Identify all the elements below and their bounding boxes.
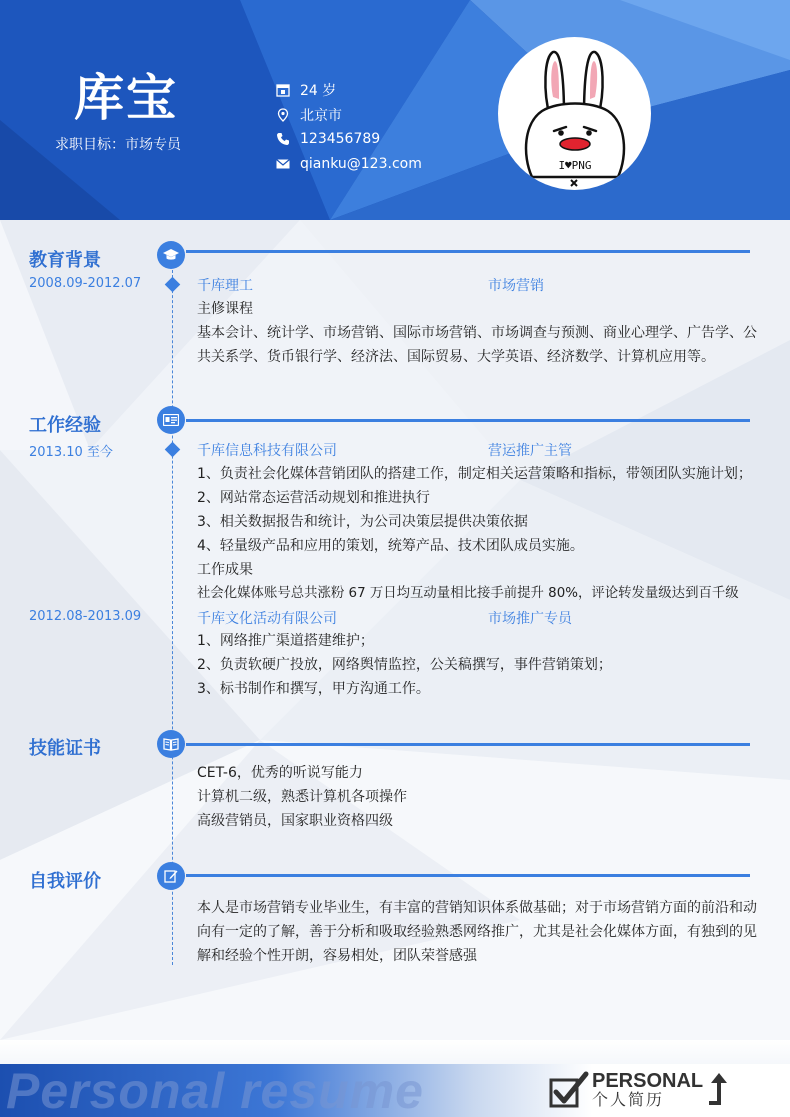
job-result-label: 工作成果 xyxy=(197,562,253,578)
education-major: 市场营销 xyxy=(488,278,544,294)
avatar-caption: I♥PNG xyxy=(558,159,592,172)
section-title-work: 工作经验 xyxy=(29,415,101,436)
courses-label: 主修课程 xyxy=(197,301,253,317)
footer-logo xyxy=(548,1068,729,1112)
section-title-self-eval: 自我评价 xyxy=(29,871,101,892)
id-card-icon xyxy=(157,406,185,434)
age-text: 24 岁 xyxy=(300,83,337,100)
section-rule xyxy=(186,419,750,422)
job-duty: 1、负责社会化媒体营销团队的搭建工作，制定相关运营策略和指标，带领团队实施计划； xyxy=(197,466,752,482)
section-rule xyxy=(186,743,750,746)
skill-item: 高级营销员，国家职业资格四级 xyxy=(197,813,393,829)
job-duty: 2、负责软硬广投放，网络舆情监控，公关稿撰写，事件营销策划； xyxy=(197,657,612,673)
avatar xyxy=(498,37,651,190)
footer-logo-en: PERSONAL xyxy=(592,1070,704,1092)
calendar-icon xyxy=(276,83,290,97)
contact-city xyxy=(276,103,422,128)
education-school: 千库理工 xyxy=(197,278,253,294)
resume-body xyxy=(0,220,790,1040)
job-company: 千库信息科技有限公司 xyxy=(197,443,337,459)
contact-phone xyxy=(276,127,422,152)
education-date: 2008.09-2012.07 xyxy=(29,276,142,291)
section-title-education: 教育背景 xyxy=(29,250,101,271)
candidate-name: 库宝 xyxy=(74,69,178,127)
bunny-mascot-icon xyxy=(498,37,651,190)
contact-age xyxy=(276,78,422,103)
arrow-up-icon xyxy=(707,1073,729,1107)
courses-line: 基本会计、统计学、市场营销、国际市场营销、市场调查与预测、商业心理学、广告学、公 xyxy=(197,325,757,341)
skill-item: CET-6，优秀的听说写能力 xyxy=(197,765,363,781)
job-company: 千库文化活动有限公司 xyxy=(197,611,337,627)
job-duty: 3、标书制作和撰写，甲方沟通工作。 xyxy=(197,681,430,697)
job-position: 市场推广专员 xyxy=(488,611,572,627)
section-rule xyxy=(186,250,750,253)
edit-icon xyxy=(157,862,185,890)
mail-icon xyxy=(276,157,290,171)
job-date: 2012.08-2013.09 xyxy=(29,609,142,624)
job-description xyxy=(197,462,753,606)
phone-text: 123456789 xyxy=(300,131,381,148)
job-duty: 1、网络推广渠道搭建维护； xyxy=(197,633,374,649)
checkmark-logo-icon xyxy=(548,1068,590,1112)
self-eval-text xyxy=(197,896,757,968)
skills-list xyxy=(197,761,753,833)
job-duty: 4、轻量级产品和应用的策划，统筹产品、技术团队成员实施。 xyxy=(197,538,584,554)
job-description xyxy=(197,629,753,701)
skill-item: 计算机二级，熟悉计算机各项操作 xyxy=(197,789,407,805)
graduation-cap-icon xyxy=(157,241,185,269)
job-objective: 求职目标：市场专员 xyxy=(55,137,181,153)
job-duty: 2、网站常态运营活动规划和推进执行 xyxy=(197,490,430,506)
self-eval-line: 解和经验个性开朗，容易相处，团队荣誉感强 xyxy=(197,948,477,964)
job-date: 2013.10 至今 xyxy=(29,445,113,460)
section-rule xyxy=(186,874,750,877)
contact-info xyxy=(276,78,422,176)
city-text: 北京市 xyxy=(300,107,342,124)
courses-line: 共关系学、货币银行学、经济法、国际贸易、大学英语、经济数学、计算机应用等。 xyxy=(197,349,715,365)
footer-watermark: Personal resume xyxy=(6,1063,424,1117)
section-title-skills: 技能证书 xyxy=(29,738,101,759)
timeline-marker xyxy=(165,442,181,458)
resume-header xyxy=(0,0,790,220)
job-duty: 3、相关数据报告和统计，为公司决策层提供决策依据 xyxy=(197,514,528,530)
job-result: 社会化媒体账号总共涨粉 67 万日均互动量相比接手前提升 80%，评论转发量级达到百千级 xyxy=(197,586,739,601)
timeline-marker xyxy=(165,277,181,293)
education-courses xyxy=(197,297,757,369)
phone-icon xyxy=(276,132,290,146)
location-pin-icon xyxy=(276,108,290,122)
resume-footer xyxy=(0,1040,790,1117)
book-icon xyxy=(157,730,185,758)
job-position: 营运推广主管 xyxy=(488,443,572,459)
timeline-line xyxy=(172,255,173,965)
footer-logo-cn: 个人简历 xyxy=(592,1090,665,1109)
contact-email xyxy=(276,152,422,177)
email-text: qianku@123.com xyxy=(300,155,422,172)
self-eval-line: 向有一定的了解，善于分析和吸取经验熟悉网络推广，尤其是社会化媒体方面，有独到的见 xyxy=(197,924,757,940)
self-eval-line: 本人是市场营销专业毕业生，有丰富的营销知识体系做基础；对于市场营销方面的前沿和动 xyxy=(197,900,757,916)
